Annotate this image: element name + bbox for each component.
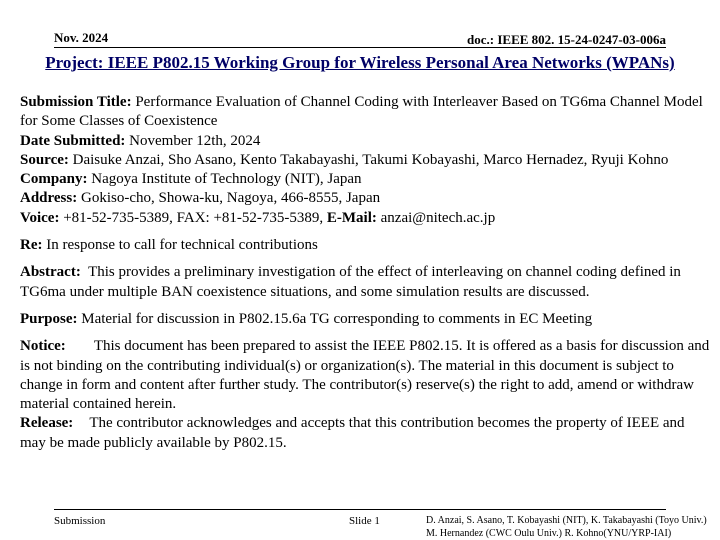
company-field (20, 170, 710, 189)
voice-label: Voice: (20, 209, 60, 226)
document-body (20, 93, 710, 453)
submission-title-field (20, 93, 710, 132)
source-value: Daisuke Anzai, Sho Asano, Kento Takabayashi, Takumi Kobayashi, Marco Hernadez, Ryuji Kohno (72, 151, 669, 168)
address-field (20, 189, 710, 208)
abstract-field (20, 263, 710, 302)
footer-authors: D. Anzai, S. Asano, T. Kobayashi (NIT), K. Takabayashi (Toyo Univ.) M. Hernandez (CWC Oulu Univ.) R. Kohno(YNU/YRP-IAI) (426, 515, 707, 539)
notice-field (20, 337, 710, 414)
address-value: Gokiso-cho, Showa-ku, Nagoya, 466-8555, Japan (80, 190, 381, 207)
purpose-field (20, 310, 710, 329)
date-submitted-value: November 12th, 2024 (129, 132, 261, 149)
date-submitted-field (20, 132, 710, 151)
header-date: Nov. 2024 (54, 30, 109, 45)
date-submitted-label: Date Submitted: (20, 132, 126, 149)
email-label: E-Mail: (326, 209, 377, 226)
project-title: Project: IEEE P802.15 Working Group for Wireless Personal Area Networks (WPANs) (45, 53, 675, 72)
source-field (20, 151, 710, 170)
footer-submission: Submission (54, 515, 106, 527)
release-field (20, 414, 710, 453)
voice-field (20, 209, 710, 228)
notice-label: Notice: (20, 338, 66, 355)
source-label: Source: (20, 151, 69, 168)
re-value: In response to call for technical contributions (46, 237, 318, 254)
re-field (20, 236, 710, 255)
company-label: Company: (20, 171, 88, 188)
notice-value: This document has been prepared to assist the IEEE P802.15. It is offered as a basis for discussion and is not binding on the contributing individual(s) or organization(s). The material in this document is subject to change in form and content after further study. The contributor(s) reserve(s) the right to add, amend or withdraw material contained herein. (20, 338, 710, 413)
purpose-label: Purpose: (20, 310, 78, 327)
submission-title-value: Performance Evaluation of Channel Coding with Interleaver Based on TG6ma Channel Model for Some Classes of Coexistence (20, 94, 703, 130)
email-value: anzai@nitech.ac.jp (380, 209, 496, 226)
release-value: The contributor acknowledges and accepts that this contribution becomes the property of IEEE and may be made publicly available by P802.15. (20, 415, 685, 451)
footer-slide-number: Slide 1 (349, 515, 380, 527)
purpose-value: Material for discussion in P802.15.6a TG corresponding to comments in EC Meeting (81, 310, 593, 327)
header-divider (54, 47, 666, 48)
abstract-value: This provides a preliminary investigation of the effect of interleaving on channel coding defined in TG6ma under multiple BAN coexistence situations, and some simulation results are discussed. (20, 264, 681, 300)
voice-value: +81-52-735-5389, FAX: +81-52-735-5389, (63, 209, 327, 226)
release-label: Release: (20, 415, 74, 432)
abstract-label: Abstract: (20, 264, 81, 281)
header-doc-id: doc.: IEEE 802. 15-24-0247-03-006a (467, 32, 666, 47)
re-label: Re: (20, 237, 43, 254)
address-label: Address: (20, 190, 78, 207)
submission-title-label: Submission Title: (20, 94, 132, 110)
company-value: Nagoya Institute of Technology (NIT), Japan (91, 171, 362, 188)
footer-divider (54, 509, 666, 510)
